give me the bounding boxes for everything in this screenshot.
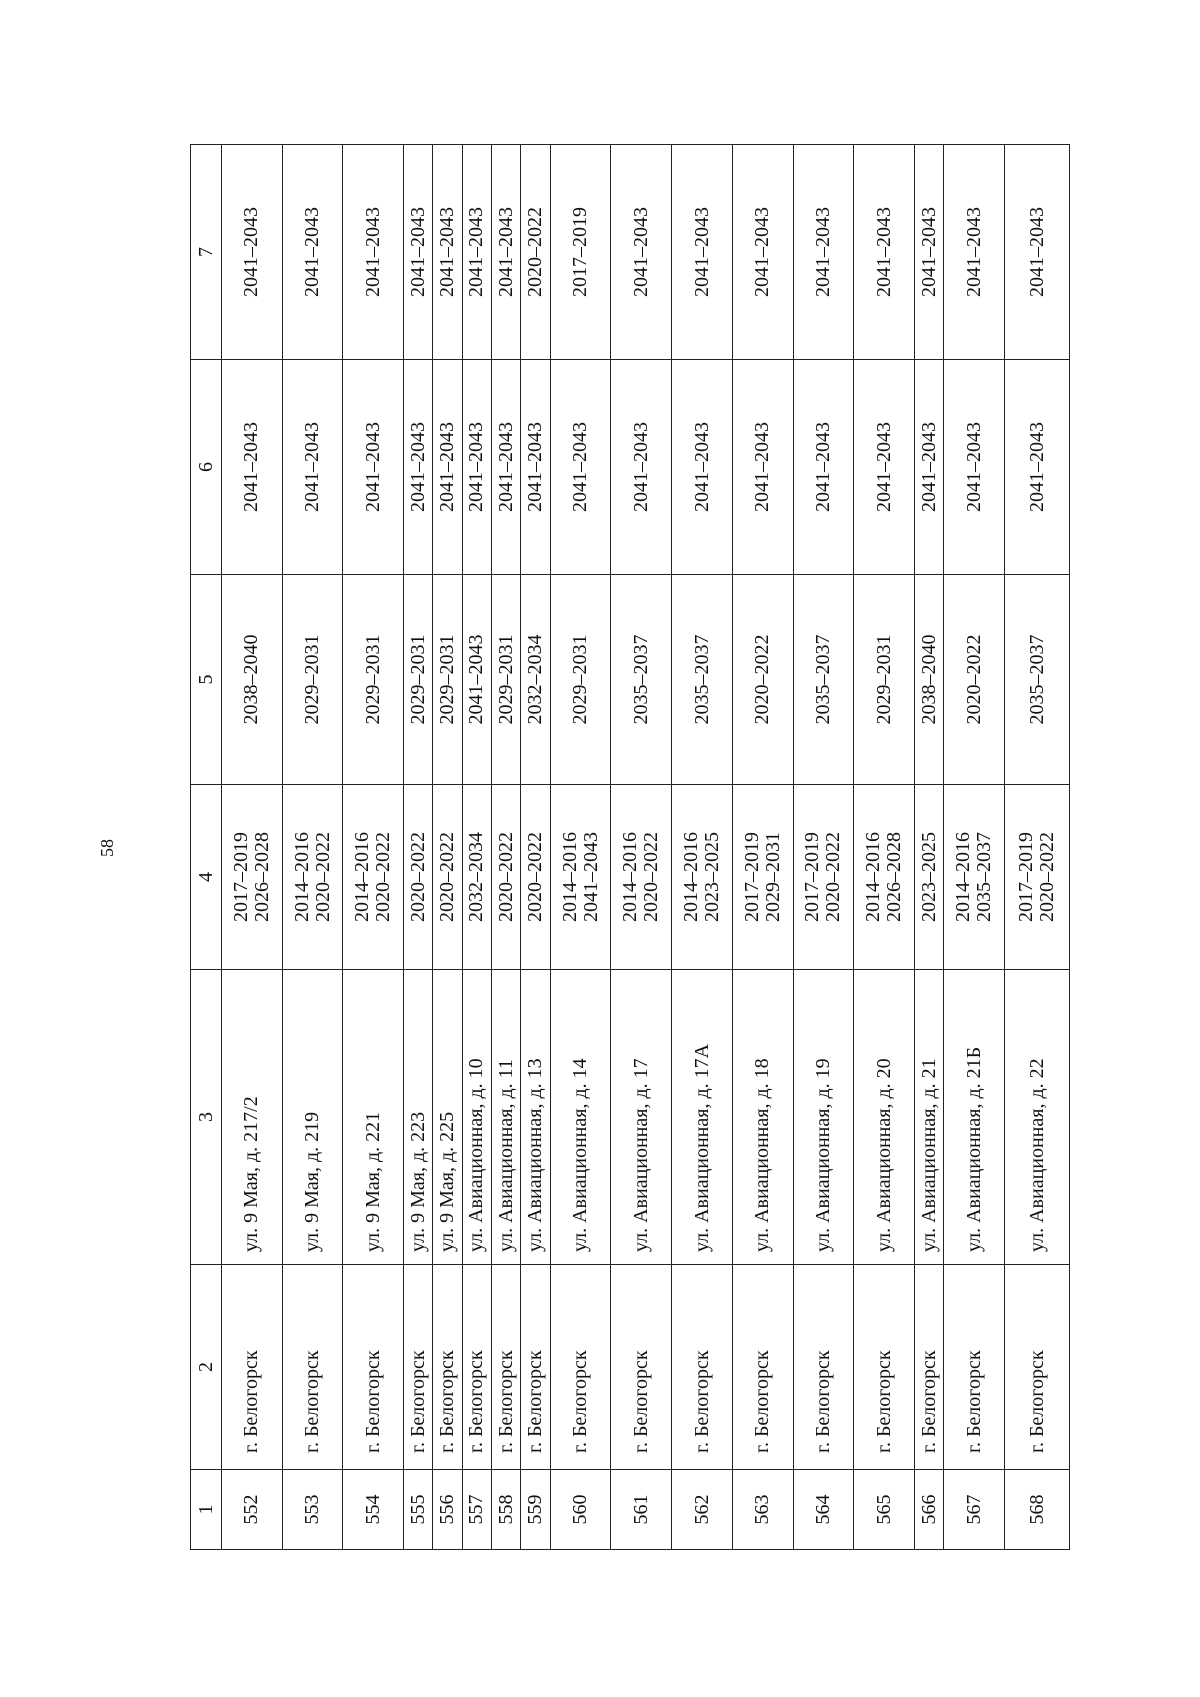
period-cell-col7: 2020–2022 [521, 145, 550, 360]
row-number-cell: 568 [1005, 1470, 1070, 1550]
period-line: 2023–2025 [917, 832, 940, 922]
address-cell: ул. 9 Мая, д. 221 [343, 970, 404, 1265]
period-line: 2020–2022 [311, 832, 334, 922]
period-cell-col5: 2029–2031 [433, 575, 462, 785]
row-number-cell: 566 [915, 1470, 944, 1550]
period-cell-col6: 2041–2043 [222, 360, 283, 575]
table-row [462, 145, 491, 1550]
city-cell: г. Белогорск [732, 1265, 793, 1470]
period-cell-col6: 2041–2043 [433, 360, 462, 575]
period-cell-col4 [282, 785, 343, 970]
row-number-cell: 557 [462, 1470, 491, 1550]
period-line: 2020–2022 [436, 832, 459, 922]
column-header: 3 [191, 970, 222, 1265]
period-line: 2017–2019 [801, 832, 824, 922]
period-cell-col6: 2041–2043 [1005, 360, 1070, 575]
period-cell-col4 [222, 785, 283, 970]
address-cell: ул. Авиационная, д. 13 [521, 970, 550, 1265]
period-cell-col6: 2041–2043 [944, 360, 1005, 575]
period-cell-col6: 2041–2043 [732, 360, 793, 575]
period-cell-col5: 2038–2040 [222, 575, 283, 785]
period-cell-col4 [462, 785, 491, 970]
address-cell: ул. 9 Мая, д. 219 [282, 970, 343, 1265]
column-header: 4 [191, 785, 222, 970]
period-cell-col5: 2029–2031 [343, 575, 404, 785]
address-cell: ул. 9 Мая, д. 223 [404, 970, 433, 1265]
period-line: 2023–2025 [701, 832, 724, 922]
period-cell-col5: 2035–2037 [672, 575, 733, 785]
city-cell: г. Белогорск [404, 1265, 433, 1470]
period-cell-col5: 2029–2031 [282, 575, 343, 785]
address-cell: ул. Авиационная, д. 11 [492, 970, 521, 1265]
column-header: 2 [191, 1265, 222, 1470]
address-cell: ул. Авиационная, д. 21 [915, 970, 944, 1265]
table-row [854, 145, 915, 1550]
period-line: 2020–2022 [406, 832, 429, 922]
table-row [550, 145, 611, 1550]
city-cell: г. Белогорск [343, 1265, 404, 1470]
period-cell-col7: 2041–2043 [222, 145, 283, 360]
period-line: 2017–2019 [740, 832, 763, 922]
address-cell: ул. Авиационная, д. 19 [793, 970, 854, 1265]
table-row [492, 145, 521, 1550]
period-cell-col7: 2041–2043 [915, 145, 944, 360]
period-cell-col5: 2020–2022 [732, 575, 793, 785]
period-cell-col7: 2017–2019 [550, 145, 611, 360]
period-cell-col6: 2041–2043 [915, 360, 944, 575]
period-line: 2026–2028 [250, 832, 273, 922]
period-cell-col5: 2035–2037 [1005, 575, 1070, 785]
period-cell-col7: 2041–2043 [854, 145, 915, 360]
period-line: 2014–2016 [862, 832, 885, 922]
city-cell: г. Белогорск [550, 1265, 611, 1470]
table-body [222, 145, 1070, 1550]
period-cell-col6: 2041–2043 [611, 360, 672, 575]
period-cell-col7: 2041–2043 [672, 145, 733, 360]
period-cell-col5: 2035–2037 [611, 575, 672, 785]
period-line: 2014–2016 [290, 832, 313, 922]
table-row [732, 145, 793, 1550]
period-cell-col4 [550, 785, 611, 970]
address-cell: ул. Авиационная, д. 14 [550, 970, 611, 1265]
period-line: 2020–2022 [1036, 832, 1059, 922]
period-cell-col7: 2041–2043 [793, 145, 854, 360]
period-line: 2014–2016 [680, 832, 703, 922]
period-line: 2014–2016 [619, 832, 642, 922]
row-number-cell: 559 [521, 1470, 550, 1550]
period-cell-col5: 2032–2034 [521, 575, 550, 785]
period-cell-col4 [404, 785, 433, 970]
row-number-cell: 562 [672, 1470, 733, 1550]
city-cell: г. Белогорск [672, 1265, 733, 1470]
period-cell-col6: 2041–2043 [854, 360, 915, 575]
row-number-cell: 563 [732, 1470, 793, 1550]
period-line: 2014–2016 [952, 832, 975, 922]
period-line: 2041–2043 [579, 832, 602, 922]
period-line: 2020–2022 [524, 832, 547, 922]
period-cell-col4 [492, 785, 521, 970]
period-cell-col7: 2041–2043 [611, 145, 672, 360]
period-cell-col6: 2041–2043 [462, 360, 491, 575]
period-cell-col5: 2041–2043 [462, 575, 491, 785]
period-line: 2020–2022 [372, 832, 395, 922]
period-cell-col7: 2041–2043 [404, 145, 433, 360]
city-cell: г. Белогорск [611, 1265, 672, 1470]
city-cell: г. Белогорск [793, 1265, 854, 1470]
period-cell-col5: 2020–2022 [944, 575, 1005, 785]
table-row [672, 145, 733, 1550]
period-cell-col6: 2041–2043 [282, 360, 343, 575]
table-row [433, 145, 462, 1550]
city-cell: г. Белогорск [915, 1265, 944, 1470]
row-number-cell: 553 [282, 1470, 343, 1550]
period-cell-col7: 2041–2043 [343, 145, 404, 360]
column-header: 1 [191, 1470, 222, 1550]
address-cell: ул. Авиационная, д. 17 [611, 970, 672, 1265]
period-cell-col4 [944, 785, 1005, 970]
city-cell: г. Белогорск [944, 1265, 1005, 1470]
row-number-cell: 567 [944, 1470, 1005, 1550]
table-row [521, 145, 550, 1550]
period-cell-col4 [433, 785, 462, 970]
city-cell: г. Белогорск [222, 1265, 283, 1470]
period-cell-col5: 2029–2031 [854, 575, 915, 785]
city-cell: г. Белогорск [282, 1265, 343, 1470]
column-header: 7 [191, 145, 222, 360]
period-cell-col7: 2041–2043 [1005, 145, 1070, 360]
period-cell-col6: 2041–2043 [550, 360, 611, 575]
address-cell: ул. Авиационная, д. 20 [854, 970, 915, 1265]
schedule-table [190, 144, 1070, 1550]
row-number-cell: 558 [492, 1470, 521, 1550]
period-cell-col4 [672, 785, 733, 970]
period-line: 2017–2019 [229, 832, 252, 922]
period-cell-col6: 2041–2043 [672, 360, 733, 575]
column-header: 5 [191, 575, 222, 785]
table-row [222, 145, 283, 1550]
period-cell-col4 [854, 785, 915, 970]
table-row [1005, 145, 1070, 1550]
period-cell-col6: 2041–2043 [343, 360, 404, 575]
address-cell: ул. Авиационная, д. 17А [672, 970, 733, 1265]
row-number-cell: 564 [793, 1470, 854, 1550]
period-line: 2014–2016 [558, 832, 581, 922]
period-line: 2017–2019 [1015, 832, 1038, 922]
row-number-cell: 555 [404, 1470, 433, 1550]
period-cell-col7: 2041–2043 [462, 145, 491, 360]
table-row [944, 145, 1005, 1550]
header-row [191, 145, 222, 1550]
address-cell: ул. Авиационная, д. 10 [462, 970, 491, 1265]
period-cell-col4 [611, 785, 672, 970]
period-cell-col5: 2038–2040 [915, 575, 944, 785]
period-cell-col4 [521, 785, 550, 970]
period-line: 2020–2022 [822, 832, 845, 922]
period-cell-col6: 2041–2043 [492, 360, 521, 575]
period-cell-col4 [793, 785, 854, 970]
period-cell-col5: 2029–2031 [404, 575, 433, 785]
period-line: 2014–2016 [351, 832, 374, 922]
address-cell: ул. 9 Мая, д. 217/2 [222, 970, 283, 1265]
period-line: 2020–2022 [640, 832, 663, 922]
period-cell-col4 [343, 785, 404, 970]
table-row [915, 145, 944, 1550]
period-cell-col6: 2041–2043 [521, 360, 550, 575]
schedule-table-container [190, 145, 1070, 1550]
city-cell: г. Белогорск [854, 1265, 915, 1470]
period-cell-col5: 2035–2037 [793, 575, 854, 785]
period-cell-col7: 2041–2043 [433, 145, 462, 360]
row-number-cell: 556 [433, 1470, 462, 1550]
row-number-cell: 565 [854, 1470, 915, 1550]
period-cell-col4 [732, 785, 793, 970]
period-line: 2026–2028 [883, 832, 906, 922]
period-cell-col7: 2041–2043 [732, 145, 793, 360]
address-cell: ул. Авиационная, д. 22 [1005, 970, 1070, 1265]
period-line: 2020–2022 [494, 832, 517, 922]
period-cell-col5: 2029–2031 [550, 575, 611, 785]
period-cell-col6: 2041–2043 [793, 360, 854, 575]
table-row [282, 145, 343, 1550]
table-row [793, 145, 854, 1550]
city-cell: г. Белогорск [1005, 1265, 1070, 1470]
period-cell-col6: 2041–2043 [404, 360, 433, 575]
address-cell: ул. Авиационная, д. 21Б [944, 970, 1005, 1265]
row-number-cell: 561 [611, 1470, 672, 1550]
city-cell: г. Белогорск [462, 1265, 491, 1470]
period-cell-col7: 2041–2043 [492, 145, 521, 360]
period-cell-col4 [1005, 785, 1070, 970]
address-cell: ул. Авиационная, д. 18 [732, 970, 793, 1265]
address-cell: ул. 9 Мая, д. 225 [433, 970, 462, 1265]
page-number: 58 [97, 839, 117, 857]
table-row [404, 145, 433, 1550]
table-row [343, 145, 404, 1550]
period-cell-col7: 2041–2043 [282, 145, 343, 360]
period-line: 2032–2034 [465, 832, 488, 922]
row-number-cell: 560 [550, 1470, 611, 1550]
period-line: 2035–2037 [973, 832, 996, 922]
row-number-cell: 554 [343, 1470, 404, 1550]
table-row [611, 145, 672, 1550]
city-cell: г. Белогорск [492, 1265, 521, 1470]
row-number-cell: 552 [222, 1470, 283, 1550]
period-cell-col4 [915, 785, 944, 970]
period-cell-col5: 2029–2031 [492, 575, 521, 785]
city-cell: г. Белогорск [433, 1265, 462, 1470]
period-line: 2029–2031 [761, 832, 784, 922]
column-header: 6 [191, 360, 222, 575]
period-cell-col7: 2041–2043 [944, 145, 1005, 360]
city-cell: г. Белогорск [521, 1265, 550, 1470]
